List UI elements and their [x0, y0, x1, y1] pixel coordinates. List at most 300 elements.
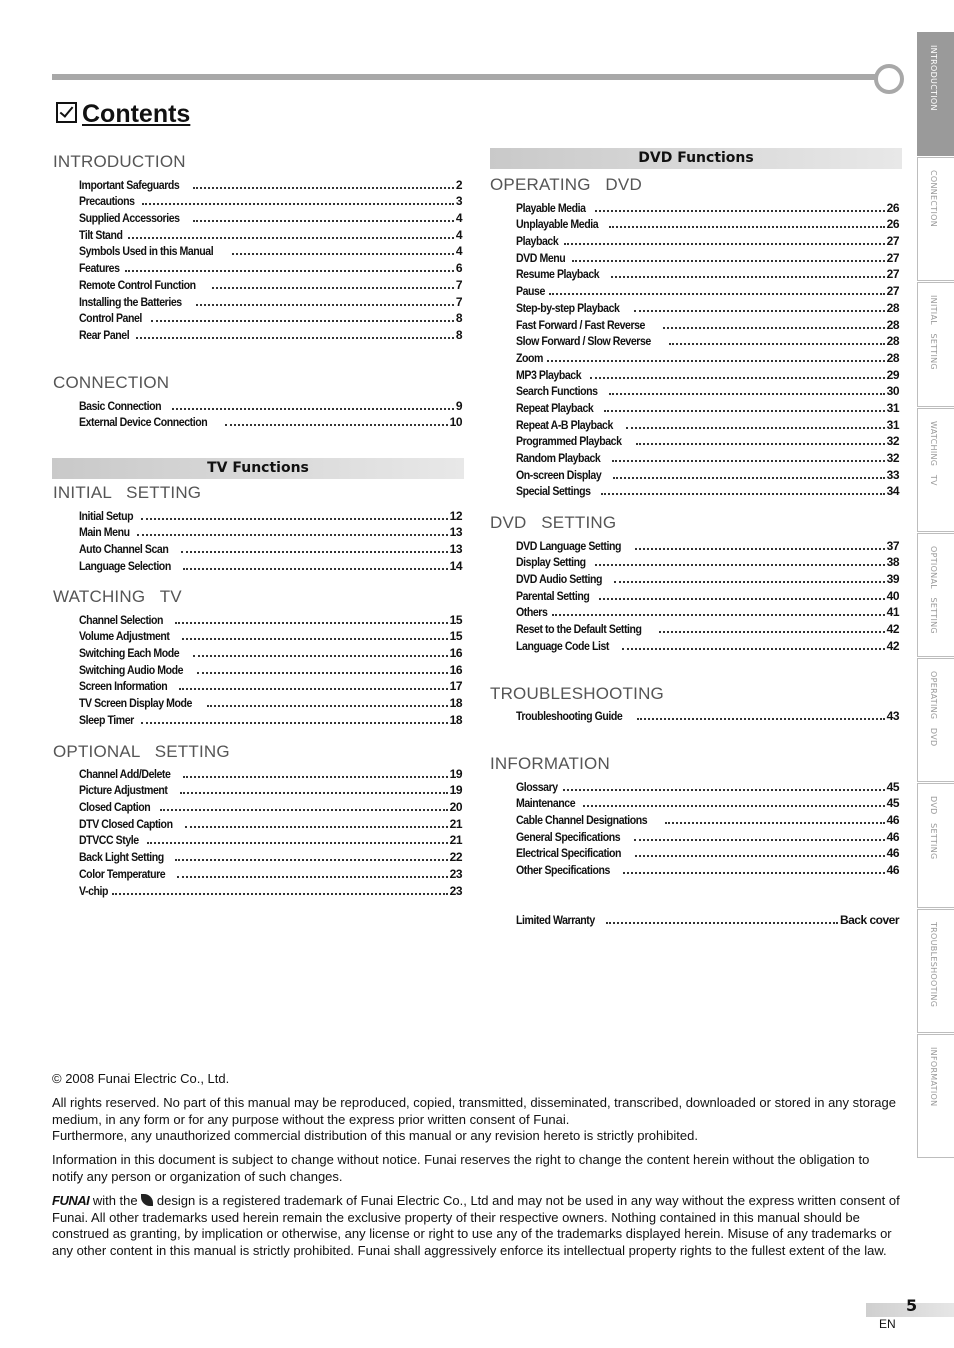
section-heading-connection: CONNECTION [53, 373, 170, 392]
leader-dots [193, 655, 448, 657]
toc-entry[interactable] [79, 192, 462, 209]
toc-entry-title: Display Setting [516, 555, 586, 570]
toc-entry[interactable] [79, 258, 462, 275]
toc-entry-title: External Device Connection [79, 415, 208, 430]
toc-entry-page: 28 [886, 300, 899, 315]
toc-entry-title: Features [79, 261, 120, 276]
toc-entry[interactable] [79, 242, 462, 259]
toc-entry-page: 46 [886, 846, 899, 861]
toc-entry-page: 13 [449, 525, 462, 540]
leader-dots [626, 427, 885, 429]
toc-entry-title: Step-by-step Playback [516, 300, 620, 315]
toc-entry-title: DVD Language Setting [516, 538, 622, 553]
leader-dots [183, 568, 447, 570]
toc-entry-title: Glossary [516, 779, 558, 794]
toc-entry-page: 4 [455, 211, 462, 226]
leader-dots [181, 551, 448, 553]
section-heading-watching-tv: WATCHING TV [53, 587, 182, 606]
side-tab-label: INFORMATION [929, 1047, 938, 1107]
toc-entry-page: 16 [449, 662, 462, 677]
side-tab[interactable] [917, 32, 954, 156]
toc-entry-title: Picture Adjustment [79, 783, 168, 798]
toc-entry-title: Auto Channel Scan [79, 542, 169, 557]
leader-dots [572, 260, 885, 262]
toc-entry-title: DTV Closed Caption [79, 816, 173, 831]
toc-entry-title: Screen Information [79, 679, 168, 694]
toc-entry[interactable] [79, 175, 462, 192]
toc-entry-page: 22 [449, 850, 462, 865]
toc-entry[interactable] [516, 706, 899, 723]
leader-dots [207, 705, 447, 707]
toc-entry-page: 38 [886, 555, 899, 570]
toc-entry[interactable] [516, 619, 899, 636]
toc-entry[interactable] [516, 382, 899, 399]
toc-entry-title: Language Code List [516, 638, 610, 653]
copyright-text: © 2008 Funai Electric Co., Ltd. [52, 1071, 230, 1086]
leader-dots [595, 210, 885, 212]
leader-dots [599, 598, 884, 600]
toc-entry-title: Playable Media [516, 200, 586, 215]
toc-entry-page: 42 [886, 622, 899, 637]
rights-text-1: All rights reserved. No part of this manual may be reproduced, copied, transmitted, disseminated, transcribed, downloaded or stored in any storage medium, in any form or for any purpose without the express prior written consent of Funai. [52, 1095, 896, 1127]
toc-entry[interactable] [79, 225, 462, 242]
toc-entry-title: Basic Connection [79, 398, 162, 413]
toc-entry-title: Repeat A-B Playback [516, 417, 613, 432]
toc-entry[interactable] [79, 292, 462, 309]
toc-entry[interactable] [516, 281, 899, 298]
toc-entry[interactable] [516, 298, 899, 315]
toc-entry-title: Cable Channel Designations [516, 813, 648, 828]
toc-entry-title: On-screen Display [516, 467, 602, 482]
toc-entry-title: Back Light Setting [79, 850, 164, 865]
leader-dots [636, 443, 885, 445]
toc-list-troubleshooting [516, 706, 899, 723]
toc-entry-warranty[interactable]: Limited Warranty Back cover [516, 912, 899, 927]
toc-entry-page: 37 [886, 538, 899, 553]
leader-dots [185, 826, 447, 828]
toc-entry[interactable] [79, 781, 462, 798]
leader-dots [128, 237, 453, 239]
toc-entry-page: 20 [449, 800, 462, 815]
rights-text [52, 1095, 902, 1145]
toc-entry-page: 27 [886, 234, 899, 249]
toc-entry[interactable] [516, 348, 899, 365]
toc-entry[interactable] [516, 265, 899, 282]
toc-entry[interactable] [516, 398, 899, 415]
section-heading-information: INFORMATION [490, 754, 610, 773]
toc-entry[interactable] [79, 764, 462, 781]
toc-entry[interactable] [79, 660, 462, 677]
toc-list-initial-setting [79, 506, 462, 573]
toc-entry-page: 39 [886, 572, 899, 587]
toc-entry-page: 21 [449, 816, 462, 831]
toc-entry-page: 29 [886, 367, 899, 382]
toc-entry[interactable] [516, 586, 899, 603]
toc-entry[interactable] [79, 677, 462, 694]
funai-leaf-icon [141, 1194, 153, 1206]
toc-entry-page: 7 [455, 277, 462, 292]
checkbox-icon [56, 102, 77, 123]
toc-entry-page: 30 [886, 384, 899, 399]
leader-dots [623, 872, 885, 874]
leader-dots [160, 809, 448, 811]
toc-entry-page: 4 [455, 244, 462, 259]
toc-entry[interactable] [79, 208, 462, 225]
leader-dots [609, 393, 885, 395]
toc-entry-title: DVD Audio Setting [516, 572, 602, 587]
toc-entry-page: 31 [886, 417, 899, 432]
toc-entry[interactable] [516, 810, 899, 827]
toc-entry-title: Slow Forward / Slow Reverse [516, 334, 651, 349]
side-tab[interactable] [917, 533, 954, 657]
toc-entry-title: Channel Selection [79, 612, 164, 627]
toc-entry-page: 18 [449, 696, 462, 711]
toc-list-optional-setting [79, 764, 462, 898]
toc-entry[interactable] [516, 432, 899, 449]
section-heading-optional-setting: OPTIONAL SETTING [53, 742, 230, 761]
side-tab-label: CONNECTION [929, 170, 938, 228]
leader-dots [125, 270, 454, 272]
toc-entry[interactable] [516, 215, 899, 232]
toc-entry[interactable] [516, 332, 899, 349]
section-heading-operating-dvd: OPERATING DVD [490, 175, 642, 194]
toc-entry-title: Main Menu [79, 525, 130, 540]
toc-entry-page: 14 [449, 558, 462, 573]
leader-dots [177, 876, 448, 878]
leader-dots [590, 377, 885, 379]
toc-entry-title: Color Temperature [79, 866, 166, 881]
toc-entry-title: Random Playback [516, 451, 601, 465]
leader-dots [552, 614, 885, 616]
toc-entry-title: Tilt Stand [79, 227, 123, 242]
toc-entry-page: 23 [449, 866, 462, 881]
leader-dots [182, 638, 448, 640]
leader-dots [564, 243, 885, 245]
leader-dots [612, 460, 885, 462]
leader-dots [151, 320, 454, 322]
toc-entry[interactable] [516, 482, 899, 499]
toc-entry[interactable] [516, 365, 899, 382]
toc-entry-page: 27 [886, 250, 899, 265]
toc-entry[interactable] [516, 536, 899, 553]
leader-dots [179, 688, 447, 690]
toc-entry[interactable] [516, 248, 899, 265]
toc-entry-page: 4 [455, 227, 462, 242]
toc-entry-title: Parental Setting [516, 588, 590, 603]
toc-entry-page: 15 [449, 612, 462, 627]
toc-entry-page: 27 [886, 267, 899, 282]
side-tab[interactable] [917, 408, 954, 532]
toc-entry-title: Others [516, 605, 548, 620]
leader-dots [634, 839, 884, 841]
toc-entry[interactable] [79, 693, 462, 710]
toc-entry-page: 33 [886, 467, 899, 482]
toc-entry-title: V-chip [79, 883, 109, 898]
leader-dots [112, 893, 448, 895]
leader-dots [659, 631, 885, 633]
toc-entry-page: 12 [449, 508, 462, 523]
toc-entry-page: 32 [886, 451, 899, 465]
leader-dots [547, 360, 885, 362]
toc-entry-page: 21 [449, 833, 462, 848]
header-rule-end-circle [874, 64, 904, 94]
toc-entry[interactable] [516, 465, 899, 482]
toc-entry-page: 18 [449, 712, 462, 727]
toc-list-connection [79, 396, 462, 429]
toc-entry[interactable] [79, 413, 462, 430]
toc-entry-title: Playback [516, 234, 559, 249]
toc-entry-title: Special Settings [516, 484, 591, 499]
toc-entry-page: 27 [886, 284, 899, 299]
leader-dots [606, 922, 838, 924]
side-tab-label: TROUBLESHOOTING [929, 922, 938, 1008]
leader-dots [193, 220, 454, 222]
toc-entry-page: 16 [449, 646, 462, 661]
toc-entry-page: 13 [449, 542, 462, 557]
toc-list-dvd-setting [516, 536, 899, 653]
toc-entry-title: Pause [516, 284, 545, 299]
leader-dots [601, 493, 885, 495]
leader-dots [637, 718, 885, 720]
toc-entry[interactable] [516, 198, 899, 215]
toc-entry-title: Rear Panel [79, 327, 130, 342]
leader-dots [604, 410, 885, 412]
side-tab[interactable] [917, 658, 954, 782]
toc-entry-title: Volume Adjustment [79, 629, 170, 644]
leader-dots [232, 253, 454, 255]
toc-entry-title: Language Selection [79, 558, 171, 573]
toc-entry-page: 28 [886, 334, 899, 349]
leader-dots [147, 842, 448, 844]
notice-text: Information in this document is subject to change without notice. Funai reserves the right to change the content herein without the obligation to notify any person or organization of such changes. [52, 1152, 870, 1184]
leader-dots [613, 477, 885, 479]
toc-entry[interactable] [79, 881, 462, 898]
toc-entry-title: Maintenance [516, 796, 576, 811]
toc-entry[interactable] [516, 448, 899, 465]
toc-entry-title: General Specifications [516, 829, 621, 844]
toc-entry-page: 2 [455, 177, 462, 192]
toc-entry-page: 26 [886, 200, 899, 215]
leader-dots [175, 622, 448, 624]
toc-entry-title: Closed Caption [79, 800, 151, 815]
toc-entry[interactable] [516, 553, 899, 570]
toc-entry[interactable] [516, 603, 899, 620]
page-title: Contents [56, 100, 190, 129]
toc-entry-title: Troubleshooting Guide [516, 708, 623, 723]
leader-dots [175, 859, 447, 861]
toc-entry-title: DVD Menu [516, 250, 566, 265]
toc-entry-title: Other Specifications [516, 863, 610, 878]
side-tab[interactable] [917, 783, 954, 908]
leader-dots [141, 722, 447, 724]
toc-entry[interactable] [516, 777, 899, 794]
toc-entry[interactable] [79, 627, 462, 644]
toc-entry-page: 28 [886, 317, 899, 332]
toc-entry[interactable] [79, 864, 462, 881]
leader-dots [136, 337, 454, 339]
toc-entry-page: 42 [886, 638, 899, 653]
toc-entry[interactable] [79, 396, 462, 413]
leader-dots [583, 805, 884, 807]
toc-entry-page: 45 [886, 779, 899, 794]
toc-list-watching-tv [79, 610, 462, 727]
leader-dots [193, 187, 454, 189]
toc-entry-title: Electrical Specification [516, 846, 622, 861]
header-rule [52, 74, 882, 80]
rights-text-2: Furthermore, any unauthorized commercial distribution of this manual or any revision hereto is strictly prohibited. [52, 1128, 698, 1143]
toc-entry-title: TV Screen Display Mode [79, 696, 192, 711]
toc-entry[interactable] [79, 710, 462, 727]
leader-dots [196, 304, 454, 306]
tv-functions-band: TV Functions [52, 458, 464, 479]
toc-entry-title: Sleep Timer [79, 712, 134, 727]
toc-entry-title: Precautions [79, 194, 135, 209]
trademark-text-rest: design is a registered trademark of Funai Electric Co., Ltd and may not be used in any way without the express written consent of Funai. All other trademarks used herein remain the exclusive property of their respective owners. Nothing contained in this manual should be construed as granting, by implication or otherwise, any license or right to use any of the trademarks displayed herein. Misuse of any trademarks or any other content in this manual is strictly prohibited. Funai shall aggressively enforce its intellectual property rights to the fullest extent of the law. [52, 1193, 900, 1258]
side-tab-label: INITIAL SETTING [929, 295, 938, 370]
leader-dots [172, 408, 453, 410]
toc-entry-title: Switching Audio Mode [79, 662, 184, 677]
leader-dots [142, 203, 454, 205]
side-tab[interactable] [917, 157, 954, 281]
page-number: 5 [906, 1296, 918, 1315]
toc-entry-page: 19 [449, 783, 462, 798]
toc-entry[interactable] [516, 415, 899, 432]
toc-entry[interactable] [516, 827, 899, 844]
leader-dots [563, 789, 884, 791]
toc-entry[interactable] [516, 860, 899, 877]
toc-entry[interactable] [79, 610, 462, 627]
leader-dots [611, 276, 885, 278]
toc-entry[interactable] [79, 831, 462, 848]
toc-entry-page: 43 [886, 708, 899, 723]
leader-dots [595, 564, 884, 566]
toc-entry-page: 46 [886, 813, 899, 828]
leader-dots [622, 648, 885, 650]
toc-entry-title: Search Functions [516, 384, 598, 399]
toc-entry-title: DTVCC Style [79, 833, 139, 848]
leader-dots [634, 310, 885, 312]
toc-entry-title: Supplied Accessories [79, 211, 180, 226]
dvd-functions-band: DVD Functions [490, 148, 902, 169]
language-code: EN [879, 1317, 896, 1331]
toc-entry[interactable] [79, 643, 462, 660]
toc-entry[interactable] [516, 569, 899, 586]
toc-entry[interactable] [79, 506, 462, 523]
side-tab-label: OPTIONAL SETTING [929, 546, 938, 634]
leader-dots [665, 822, 885, 824]
toc-entry-title: Symbols Used in this Manual [79, 244, 214, 259]
toc-entry-page: 8 [455, 327, 462, 342]
toc-entry-title: Reset to the Default Setting [516, 622, 642, 637]
side-tab-label: DVD SETTING [929, 796, 938, 860]
toc-entry-title: MP3 Playback [516, 367, 582, 382]
toc-entry-page: 45 [886, 796, 899, 811]
toc-entry[interactable] [516, 636, 899, 653]
leader-dots [609, 226, 884, 228]
leader-dots [180, 792, 448, 794]
toc-entry-title: Installing the Batteries [79, 294, 182, 309]
leader-dots [549, 293, 885, 295]
toc-entry-title: Important Safeguards [79, 177, 180, 192]
section-heading-introduction: INTRODUCTION [53, 152, 186, 171]
toc-entry-page: 3 [455, 194, 462, 209]
toc-entry[interactable] [79, 814, 462, 831]
toc-entry-page: 41 [886, 605, 899, 620]
trademark-text [52, 1193, 902, 1259]
leader-dots [614, 581, 885, 583]
toc-entry-page: 10 [449, 415, 462, 430]
toc-entry-title: Remote Control Function [79, 277, 196, 292]
toc-entry-title: Repeat Playback [516, 400, 594, 415]
toc-entry[interactable] [79, 556, 462, 573]
toc-entry-page: 15 [449, 629, 462, 644]
toc-entry[interactable] [79, 309, 462, 326]
toc-entry[interactable] [516, 794, 899, 811]
toc-entry[interactable] [79, 325, 462, 342]
leader-dots [212, 287, 454, 289]
leader-dots [197, 672, 447, 674]
toc-entry-page: 17 [449, 679, 462, 694]
leader-dots [225, 424, 448, 426]
toc-entry-page: 31 [886, 400, 899, 415]
toc-entry[interactable] [79, 275, 462, 292]
side-tab[interactable] [917, 282, 954, 407]
toc-list-introduction [79, 175, 462, 342]
toc-entry-title: Unplayable Media [516, 217, 599, 232]
toc-entry-page: 32 [886, 434, 899, 449]
leader-dots [141, 518, 448, 520]
side-tab[interactable] [917, 909, 954, 1033]
toc-entry-page: 40 [886, 588, 899, 603]
funai-logo: FUNAI [52, 1193, 90, 1208]
toc-entry[interactable] [79, 797, 462, 814]
side-tab[interactable] [917, 1034, 954, 1158]
toc-entry-page: 7 [455, 294, 462, 309]
side-tab-label: INTRODUCTION [929, 45, 938, 111]
toc-entry-title: Zoom [516, 350, 543, 365]
toc-entry-title: Resume Playback [516, 267, 600, 282]
leader-dots [663, 327, 885, 329]
toc-list-information [516, 777, 899, 877]
toc-entry-title: Switching Each Mode [79, 646, 180, 661]
trademark-text-mid: with the [89, 1193, 142, 1208]
toc-entry-page: 46 [886, 863, 899, 878]
section-heading-initial-setting: INITIAL SETTING [53, 483, 202, 502]
toc-entry[interactable] [79, 539, 462, 556]
toc-entry-page: 28 [886, 350, 899, 365]
toc-entry-title: Control Panel [79, 311, 142, 326]
toc-entry-page: 26 [886, 217, 899, 232]
toc-entry-page: 46 [886, 829, 899, 844]
toc-entry-page: 9 [455, 398, 462, 413]
toc-entry-title: Channel Add/Delete [79, 766, 171, 781]
toc-entry[interactable] [79, 847, 462, 864]
side-tab-label: OPERATING DVD [929, 671, 938, 747]
toc-entry[interactable] [516, 231, 899, 248]
toc-entry-title: Programmed Playback [516, 434, 622, 449]
toc-entry[interactable] [516, 844, 899, 861]
toc-entry-page: 6 [455, 261, 462, 276]
leader-dots [635, 855, 884, 857]
toc-entry[interactable] [516, 315, 899, 332]
toc-entry-title: Fast Forward / Fast Reverse [516, 317, 645, 332]
leader-dots [183, 776, 448, 778]
section-heading-troubleshooting: TROUBLESHOOTING [490, 684, 664, 703]
toc-entry-title: Initial Setup [79, 508, 134, 523]
toc-entry-page: 19 [449, 766, 462, 781]
leader-dots [635, 548, 884, 550]
toc-entry[interactable] [79, 523, 462, 540]
